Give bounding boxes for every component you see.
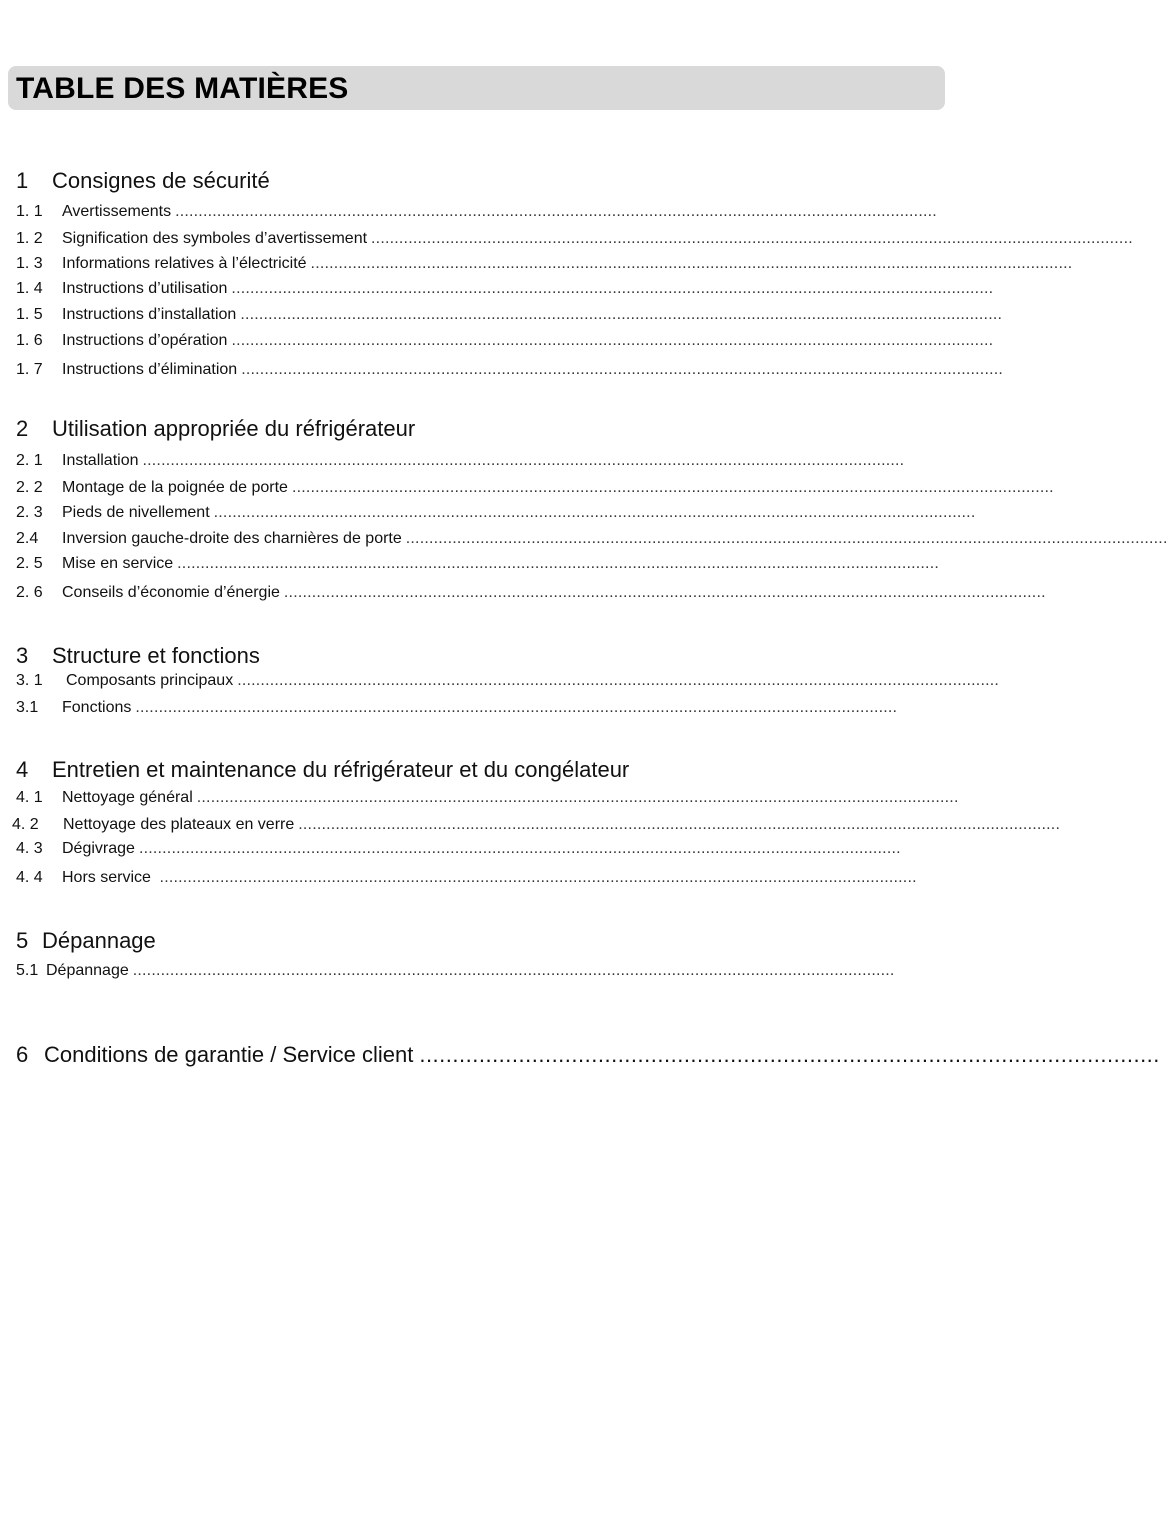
leader-dots: .................................................................................................................................................................... <box>196 789 959 806</box>
toc-entry[interactable] <box>16 840 921 860</box>
section-number: 3 <box>16 643 29 668</box>
toc-entry-number: 2. 5 <box>16 555 43 572</box>
toc-entry-number: 4. 3 <box>16 840 43 857</box>
toc-entry-number: 2. 1 <box>16 452 43 469</box>
toc-entry-label: Mise en service <box>62 555 174 572</box>
section-title: Dépannage <box>42 928 156 953</box>
section-4-heading[interactable] <box>16 757 629 783</box>
leader-dots: .................................................................................................................................................................... <box>142 452 905 469</box>
toc-entry-number: 4. 2 <box>12 816 39 833</box>
section-number: 5 <box>16 928 29 953</box>
section-number: 1 <box>16 168 29 193</box>
toc-entry-label: Dépannage <box>46 962 129 979</box>
toc-entry-number: 1. 1 <box>16 203 43 220</box>
toc-entry-label: Hors service <box>62 869 151 886</box>
toc-entry-number: 4. 1 <box>16 789 43 806</box>
section-1-heading[interactable] <box>16 168 270 194</box>
section-5-heading[interactable] <box>16 928 156 954</box>
toc-entry[interactable] <box>12 816 1061 836</box>
toc-entry[interactable] <box>16 584 1046 604</box>
toc-entry[interactable] <box>16 530 1168 550</box>
toc-entry-label: Fonctions <box>62 699 132 716</box>
leader-dots: .................................................................................................................................................................... <box>177 555 939 572</box>
toc-entry-label: Composants principaux <box>66 672 234 689</box>
toc-entry[interactable] <box>16 479 1054 499</box>
leader-dots: .................................................................................................................................................................... <box>138 840 901 857</box>
toc-entry-label: Conseils d’économie d’énergie <box>62 584 280 601</box>
leader-dots: .................................................................................................................................................................... <box>241 361 1004 378</box>
toc-entry-label: Installation <box>62 452 139 469</box>
page-title: TABLE DES MATIÈRES <box>16 72 349 105</box>
toc-entry-label: Instructions d’utilisation <box>62 280 228 297</box>
leader-dots: .................................................................................................................................................................... <box>213 504 976 521</box>
section-title: Structure et fonctions <box>52 643 260 668</box>
toc-entry-number: 3. 1 <box>16 672 43 689</box>
toc-entry-number: 1. 2 <box>16 230 43 247</box>
toc-entry[interactable] <box>16 452 919 472</box>
leader-dots: ................................................................................................................................................................... <box>154 869 917 886</box>
leader-dots: .................................................................................................................................................................... <box>240 306 1003 323</box>
toc-entry[interactable] <box>16 555 939 575</box>
section-number: 2 <box>16 416 29 441</box>
toc-header <box>8 66 945 110</box>
section-2-heading[interactable] <box>16 416 415 442</box>
toc-entry[interactable] <box>16 789 959 809</box>
toc-entry-label: Nettoyage général <box>62 789 193 806</box>
toc-entry-label: Nettoyage des plateaux en verre <box>63 816 295 833</box>
toc-entry[interactable] <box>16 332 994 352</box>
section-6-heading[interactable] <box>16 1042 1160 1068</box>
leader-dots: ................................................................................................................ <box>419 1042 1160 1067</box>
toc-entry-label: Avertissements <box>62 203 172 220</box>
toc-entry-label: Dégivrage <box>62 840 135 857</box>
section-number: 6 <box>16 1042 29 1067</box>
leader-dots: .................................................................................................................................................................... <box>298 816 1061 833</box>
toc-entry-number: 1. 5 <box>16 306 43 323</box>
toc-entry[interactable] <box>16 699 898 719</box>
toc-entry-number: 4. 4 <box>16 869 43 886</box>
leader-dots: .................................................................................................................................................................... <box>135 699 898 716</box>
toc-entry[interactable] <box>16 672 1000 692</box>
leader-dots: .................................................................................................................................................................... <box>291 479 1054 496</box>
toc-entry-number: 3.1 <box>16 699 39 716</box>
leader-dots: .................................................................................................................................................................... <box>283 584 1046 601</box>
toc-entry-number: 1. 6 <box>16 332 43 349</box>
section-title: Utilisation appropriée du réfrigérateur <box>52 416 416 441</box>
toc-entry-label: Inversion gauche-droite des charnières de porte <box>62 530 402 547</box>
toc-entry-label: Informations relatives à l’électricité <box>62 255 307 272</box>
toc-entry[interactable] <box>16 280 994 300</box>
toc-entry-label: Instructions d’élimination <box>62 361 238 378</box>
leader-dots: .................................................................................................................................................................... <box>371 230 1133 247</box>
leader-dots: .................................................................................................................................................................... <box>231 280 994 297</box>
toc-entry[interactable] <box>16 504 976 524</box>
toc-entry[interactable] <box>16 230 1133 250</box>
toc-entry-label: Montage de la poignée de porte <box>62 479 288 496</box>
toc-entry[interactable] <box>16 306 1003 326</box>
toc-entry-number: 2.4 <box>16 530 39 547</box>
leader-dots: .................................................................................................................................................................... <box>175 203 937 220</box>
leader-dots: .................................................................................................................................................................... <box>310 255 1073 272</box>
section-3-heading[interactable] <box>16 643 260 669</box>
toc-entry[interactable] <box>16 869 920 889</box>
toc-entry-number: 2. 2 <box>16 479 43 496</box>
section-number: 4 <box>16 757 29 782</box>
toc-entry-number: 2. 6 <box>16 584 43 601</box>
leader-dots: .................................................................................................................................................................... <box>405 530 1168 547</box>
toc-entry-number: 1. 7 <box>16 361 43 378</box>
toc-entry-label: Instructions d’installation <box>62 306 237 323</box>
toc-entry[interactable] <box>16 962 916 982</box>
section-title: Conditions de garantie / Service client <box>44 1042 414 1067</box>
leader-dots: .................................................................................................................................................................... <box>132 962 895 979</box>
leader-dots: .................................................................................................................................................................... <box>237 672 1000 689</box>
toc-entry-number: 1. 3 <box>16 255 43 272</box>
section-title: Consignes de sécurité <box>52 168 270 193</box>
toc-entry[interactable] <box>16 255 1073 275</box>
toc-entry-number: 2. 3 <box>16 504 43 521</box>
section-title: Entretien et maintenance du réfrigérateur et du congélateur <box>52 757 630 782</box>
leader-dots: .................................................................................................................................................................... <box>231 332 994 349</box>
toc-entry[interactable] <box>16 203 937 223</box>
toc-entry-label: Signification des symboles d’avertissement <box>62 230 368 247</box>
toc-entry[interactable] <box>16 361 1004 381</box>
toc-entry-label: Instructions d’opération <box>62 332 228 349</box>
toc-entry-number: 5.1 <box>16 962 39 979</box>
toc-entry-number: 1. 4 <box>16 280 43 297</box>
toc-entry-label: Pieds de nivellement <box>62 504 210 521</box>
